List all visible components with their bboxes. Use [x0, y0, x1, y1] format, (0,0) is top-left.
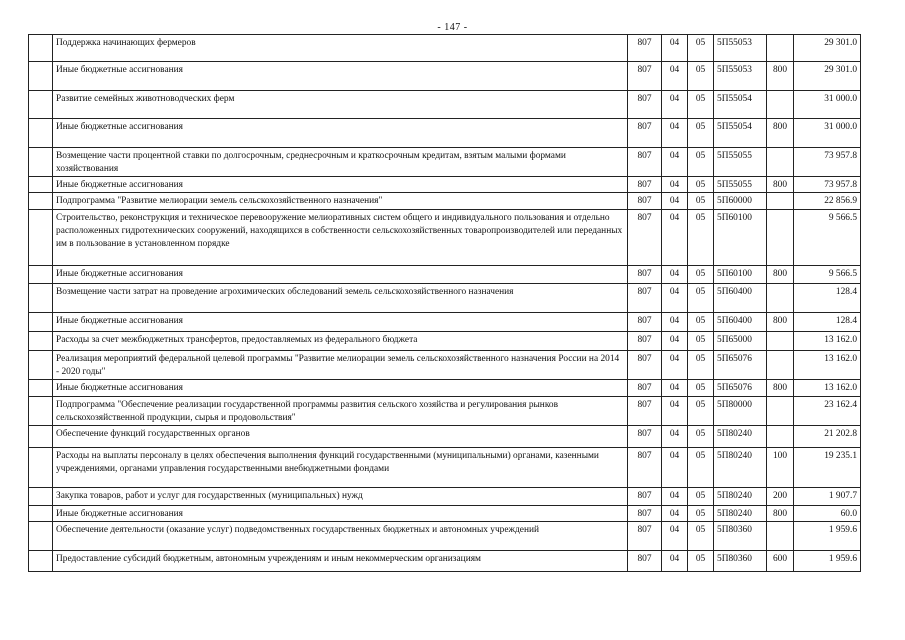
table-row [29, 119, 861, 148]
table-row [29, 551, 861, 572]
target-article-code-cell: 5П55053 [714, 62, 767, 91]
target-article-code-cell: 5П80240 [714, 448, 767, 488]
amount-cell: 23 162.4 [794, 397, 861, 426]
amount-cell: 19 235.1 [794, 448, 861, 488]
ministry-code-cell: 807 [628, 148, 662, 177]
expense-name-cell: Иные бюджетные ассигнования [53, 119, 628, 148]
amount-cell: 31 000.0 [794, 119, 861, 148]
expense-type-code-cell: 800 [767, 313, 794, 332]
expense-name-cell: Расходы на выплаты персоналу в целях обеспечения выполнения функций государственными (муниципальными) органами, казенными учреждениями, органами управления государственными внебюджетными фондами [53, 448, 628, 488]
section-code-cell: 04 [662, 266, 688, 284]
ministry-code-cell: 807 [628, 313, 662, 332]
row-marker-cell [29, 488, 53, 506]
subsection-code-cell: 05 [688, 91, 714, 119]
row-marker-cell [29, 119, 53, 148]
expense-type-code-cell: 600 [767, 551, 794, 572]
subsection-code-cell: 05 [688, 448, 714, 488]
expense-name-cell: Иные бюджетные ассигнования [53, 62, 628, 91]
target-article-code-cell: 5П65000 [714, 332, 767, 351]
table-row [29, 397, 861, 426]
expense-name-cell: Реализация мероприятий федеральной целевой программы "Развитие мелиорации земель сельскохозяйственного назначения России на 2014 - 2020 годы" [53, 351, 628, 380]
subsection-code-cell: 05 [688, 35, 714, 62]
table-row [29, 284, 861, 313]
amount-cell: 60.0 [794, 506, 861, 522]
section-code-cell: 04 [662, 551, 688, 572]
subsection-code-cell: 05 [688, 551, 714, 572]
amount-cell: 73 957.8 [794, 148, 861, 177]
section-code-cell: 04 [662, 313, 688, 332]
table-row [29, 91, 861, 119]
row-marker-cell [29, 266, 53, 284]
target-article-code-cell: 5П55055 [714, 177, 767, 193]
section-code-cell: 04 [662, 522, 688, 551]
table-row [29, 177, 861, 193]
ministry-code-cell: 807 [628, 91, 662, 119]
expense-name-cell: Возмещение части затрат на проведение агрохимических обследований земель сельскохозяйственного назначения [53, 284, 628, 313]
expense-type-code-cell [767, 284, 794, 313]
row-marker-cell [29, 313, 53, 332]
expense-type-code-cell [767, 351, 794, 380]
expense-name-cell: Строительство, реконструкция и техническое перевооружение мелиоративных систем общего и индивидуального пользования и отдельно расположенных гидротехнических сооружений, находящихся в собственности сельскохозяйственных товаропроизводителей или переданных им в пользование в установленном порядке [53, 210, 628, 266]
subsection-code-cell: 05 [688, 488, 714, 506]
table-row [29, 62, 861, 91]
amount-cell: 29 301.0 [794, 35, 861, 62]
ministry-code-cell: 807 [628, 210, 662, 266]
row-marker-cell [29, 351, 53, 380]
table-row [29, 380, 861, 397]
row-marker-cell [29, 426, 53, 448]
expense-name-cell: Иные бюджетные ассигнования [53, 177, 628, 193]
ministry-code-cell: 807 [628, 397, 662, 426]
section-code-cell: 04 [662, 210, 688, 266]
expense-name-cell: Расходы за счет межбюджетных трансфертов, предоставляемых из федерального бюджета [53, 332, 628, 351]
target-article-code-cell: 5П65076 [714, 351, 767, 380]
expense-type-code-cell: 800 [767, 119, 794, 148]
expense-name-cell: Обеспечение функций государственных органов [53, 426, 628, 448]
ministry-code-cell: 807 [628, 177, 662, 193]
section-code-cell: 04 [662, 426, 688, 448]
row-marker-cell [29, 397, 53, 426]
target-article-code-cell: 5П55053 [714, 35, 767, 62]
ministry-code-cell: 807 [628, 119, 662, 148]
section-code-cell: 04 [662, 397, 688, 426]
ministry-code-cell: 807 [628, 448, 662, 488]
ministry-code-cell: 807 [628, 380, 662, 397]
row-marker-cell [29, 448, 53, 488]
section-code-cell: 04 [662, 119, 688, 148]
ministry-code-cell: 807 [628, 62, 662, 91]
subsection-code-cell: 05 [688, 351, 714, 380]
target-article-code-cell: 5П80360 [714, 551, 767, 572]
amount-cell: 9 566.5 [794, 210, 861, 266]
expense-type-code-cell: 800 [767, 506, 794, 522]
target-article-code-cell: 5П60000 [714, 193, 767, 210]
table-row [29, 313, 861, 332]
target-article-code-cell: 5П60100 [714, 210, 767, 266]
ministry-code-cell: 807 [628, 506, 662, 522]
ministry-code-cell: 807 [628, 426, 662, 448]
expense-type-code-cell: 800 [767, 62, 794, 91]
amount-cell: 29 301.0 [794, 62, 861, 91]
section-code-cell: 04 [662, 35, 688, 62]
expense-name-cell: Подпрограмма "Обеспечение реализации государственной программы развития сельского хозяйства и регулирования рынков сельскохозяйственной продукции, сырья и продовольствия" [53, 397, 628, 426]
expense-name-cell: Поддержка начинающих фермеров [53, 35, 628, 62]
target-article-code-cell: 5П60400 [714, 284, 767, 313]
ministry-code-cell: 807 [628, 522, 662, 551]
subsection-code-cell: 05 [688, 313, 714, 332]
target-article-code-cell: 5П80000 [714, 397, 767, 426]
subsection-code-cell: 05 [688, 506, 714, 522]
section-code-cell: 04 [662, 148, 688, 177]
expense-name-cell: Иные бюджетные ассигнования [53, 506, 628, 522]
amount-cell: 21 202.8 [794, 426, 861, 448]
expense-type-code-cell [767, 148, 794, 177]
target-article-code-cell: 5П60100 [714, 266, 767, 284]
expense-type-code-cell [767, 426, 794, 448]
ministry-code-cell: 807 [628, 193, 662, 210]
budget-table-body [29, 35, 861, 572]
subsection-code-cell: 05 [688, 210, 714, 266]
expense-name-cell: Предоставление субсидий бюджетным, автономным учреждениям и иным некоммерческим организациям [53, 551, 628, 572]
expense-name-cell: Закупка товаров, работ и услуг для государственных (муниципальных) нужд [53, 488, 628, 506]
target-article-code-cell: 5П80360 [714, 522, 767, 551]
amount-cell: 9 566.5 [794, 266, 861, 284]
expense-name-cell: Развитие семейных животноводческих ферм [53, 91, 628, 119]
row-marker-cell [29, 35, 53, 62]
subsection-code-cell: 05 [688, 426, 714, 448]
target-article-code-cell: 5П80240 [714, 426, 767, 448]
expense-name-cell: Иные бюджетные ассигнования [53, 313, 628, 332]
amount-cell: 1 907.7 [794, 488, 861, 506]
row-marker-cell [29, 332, 53, 351]
subsection-code-cell: 05 [688, 193, 714, 210]
row-marker-cell [29, 210, 53, 266]
table-row [29, 35, 861, 62]
table-row [29, 332, 861, 351]
amount-cell: 22 856.9 [794, 193, 861, 210]
expense-type-code-cell [767, 332, 794, 351]
subsection-code-cell: 05 [688, 397, 714, 426]
amount-cell: 13 162.0 [794, 380, 861, 397]
subsection-code-cell: 05 [688, 522, 714, 551]
expense-type-code-cell [767, 522, 794, 551]
amount-cell: 31 000.0 [794, 91, 861, 119]
subsection-code-cell: 05 [688, 284, 714, 313]
expense-type-code-cell: 100 [767, 448, 794, 488]
amount-cell: 73 957.8 [794, 177, 861, 193]
amount-cell: 13 162.0 [794, 351, 861, 380]
ministry-code-cell: 807 [628, 35, 662, 62]
section-code-cell: 04 [662, 193, 688, 210]
section-code-cell: 04 [662, 488, 688, 506]
amount-cell: 1 959.6 [794, 551, 861, 572]
expense-name-cell: Иные бюджетные ассигнования [53, 380, 628, 397]
row-marker-cell [29, 62, 53, 91]
section-code-cell: 04 [662, 91, 688, 119]
expense-name-cell: Возмещение части процентной ставки по долгосрочным, среднесрочным и краткосрочным кредитам, взятым малыми формами хозяйствования [53, 148, 628, 177]
expense-name-cell: Иные бюджетные ассигнования [53, 266, 628, 284]
section-code-cell: 04 [662, 177, 688, 193]
section-code-cell: 04 [662, 284, 688, 313]
ministry-code-cell: 807 [628, 351, 662, 380]
expense-name-cell: Подпрограмма "Развитие мелиорации земель сельскохозяйственного назначения" [53, 193, 628, 210]
row-marker-cell [29, 380, 53, 397]
target-article-code-cell: 5П60400 [714, 313, 767, 332]
expense-type-code-cell: 800 [767, 266, 794, 284]
budget-table [28, 34, 861, 572]
row-marker-cell [29, 284, 53, 313]
target-article-code-cell: 5П80240 [714, 506, 767, 522]
row-marker-cell [29, 177, 53, 193]
expense-type-code-cell: 800 [767, 380, 794, 397]
section-code-cell: 04 [662, 62, 688, 91]
table-row [29, 522, 861, 551]
table-row [29, 148, 861, 177]
expense-type-code-cell [767, 210, 794, 266]
row-marker-cell [29, 148, 53, 177]
subsection-code-cell: 05 [688, 148, 714, 177]
ministry-code-cell: 807 [628, 266, 662, 284]
section-code-cell: 04 [662, 380, 688, 397]
amount-cell: 13 162.0 [794, 332, 861, 351]
section-code-cell: 04 [662, 332, 688, 351]
expense-type-code-cell: 800 [767, 177, 794, 193]
table-row [29, 426, 861, 448]
table-row [29, 506, 861, 522]
section-code-cell: 04 [662, 351, 688, 380]
target-article-code-cell: 5П65076 [714, 380, 767, 397]
expense-type-code-cell [767, 193, 794, 210]
subsection-code-cell: 05 [688, 62, 714, 91]
table-row [29, 266, 861, 284]
target-article-code-cell: 5П55055 [714, 148, 767, 177]
expense-type-code-cell: 200 [767, 488, 794, 506]
row-marker-cell [29, 506, 53, 522]
target-article-code-cell: 5П80240 [714, 488, 767, 506]
subsection-code-cell: 05 [688, 380, 714, 397]
row-marker-cell [29, 91, 53, 119]
amount-cell: 1 959.6 [794, 522, 861, 551]
table-row [29, 351, 861, 380]
section-code-cell: 04 [662, 506, 688, 522]
expense-name-cell: Обеспечение деятельности (оказание услуг) подведомственных государственных бюджетных и автономных учреждений [53, 522, 628, 551]
ministry-code-cell: 807 [628, 284, 662, 313]
expense-type-code-cell [767, 91, 794, 119]
row-marker-cell [29, 551, 53, 572]
amount-cell: 128.4 [794, 313, 861, 332]
page-number: - 147 - [437, 22, 468, 33]
table-row [29, 210, 861, 266]
amount-cell: 128.4 [794, 284, 861, 313]
expense-type-code-cell [767, 35, 794, 62]
table-row [29, 488, 861, 506]
subsection-code-cell: 05 [688, 332, 714, 351]
table-row [29, 193, 861, 210]
target-article-code-cell: 5П55054 [714, 91, 767, 119]
ministry-code-cell: 807 [628, 332, 662, 351]
row-marker-cell [29, 193, 53, 210]
target-article-code-cell: 5П55054 [714, 119, 767, 148]
table-row [29, 448, 861, 488]
section-code-cell: 04 [662, 448, 688, 488]
ministry-code-cell: 807 [628, 488, 662, 506]
subsection-code-cell: 05 [688, 266, 714, 284]
row-marker-cell [29, 522, 53, 551]
subsection-code-cell: 05 [688, 119, 714, 148]
ministry-code-cell: 807 [628, 551, 662, 572]
subsection-code-cell: 05 [688, 177, 714, 193]
expense-type-code-cell [767, 397, 794, 426]
